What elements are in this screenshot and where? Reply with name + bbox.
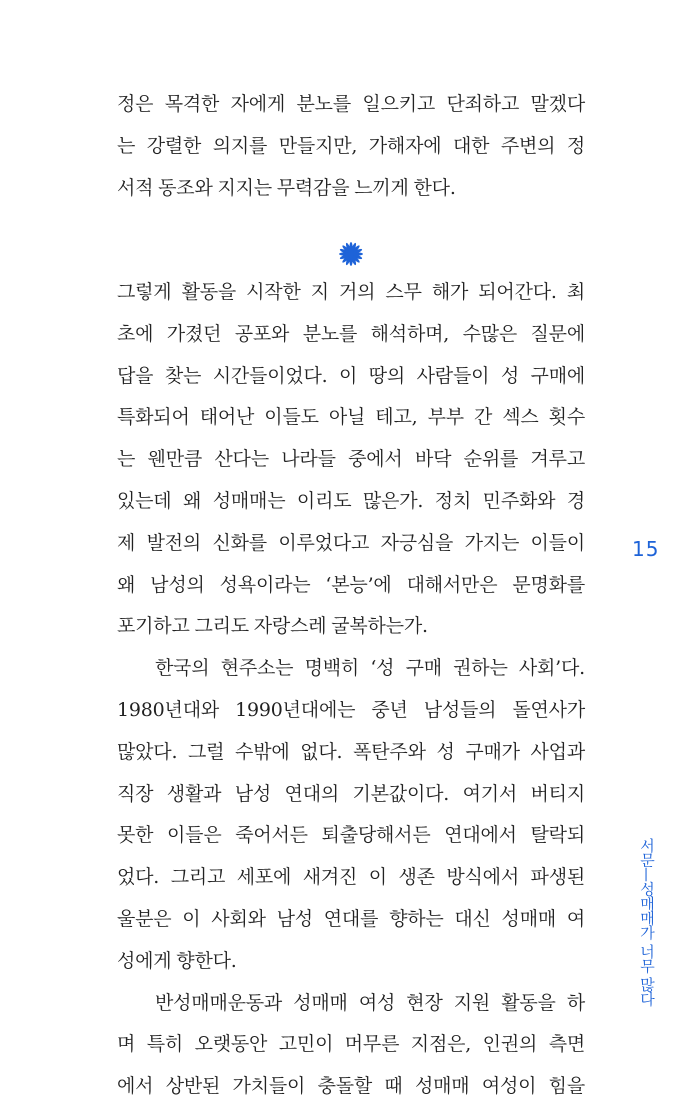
page-number: 15 — [632, 537, 660, 561]
text-line: 한국의 현주소는 명백히 ‘성 구매 권하는 사회’다. — [155, 657, 585, 680]
text-line: 었다. 그리고 세포에 새겨진 이 생존 방식에서 파생된 — [117, 866, 585, 889]
text-line: 왜 남성의 성욕이라는 ‘본능’에 대해서만은 문명화를 — [117, 573, 585, 596]
chrysanthemum-ornament-icon — [339, 242, 363, 266]
paragraph-1 — [117, 84, 585, 209]
text-line: 많았다. 그럴 수밖에 없다. 폭탄주와 성 구매가 사업과 — [117, 740, 585, 763]
text-line: 초에 가졌던 공포와 분노를 해석하며, 수많은 질문에 — [117, 322, 585, 345]
text-line: 제 발전의 신화를 이루었다고 자긍심을 가지는 이들이 — [117, 531, 585, 554]
text-line: 포기하고 그리도 자랑스레 굴복하는가. — [117, 615, 428, 638]
running-header: 서문—성매매가 너무 많다 — [638, 838, 656, 1007]
text-line: 있는데 왜 성매매는 이리도 많은가. 정치 민주화와 경 — [117, 489, 585, 512]
text-line: 는 웬만큼 산다는 나라들 중에서 바닥 순위를 겨루고 — [117, 448, 585, 471]
text-line: 성에게 향한다. — [117, 949, 237, 972]
text-line: 울분은 이 사회와 남성 연대를 향하는 대신 성매매 여 — [117, 907, 585, 930]
text-line: 그렇게 활동을 시작한 지 거의 스무 해가 되어간다. 최 — [117, 281, 585, 303]
text-line: 반성매매운동과 성매매 여성 현장 지원 활동을 하 — [155, 991, 585, 1014]
text-line: 며 특히 오랫동안 고민이 머무른 지점은, 인권의 측면 — [117, 1033, 585, 1056]
text-line: 서적 동조와 지지는 무력감을 느끼게 한다. — [117, 176, 456, 199]
text-line: 못한 이들은 죽어서든 퇴출당해서든 연대에서 탈락되 — [117, 824, 585, 847]
paragraph-2 — [117, 272, 585, 1108]
text-line: 는 강렬한 의지를 만들지만, 가해자에 대한 주변의 정 — [117, 134, 585, 157]
text-line: 에서 상반된 가치들이 충돌할 때 성매매 여성이 힘을 — [117, 1075, 585, 1098]
text-line: 답을 찾는 시간들이었다. 이 땅의 사람들이 성 구매에 — [117, 364, 585, 387]
text-line: 직장 생활과 남성 연대의 기본값이다. 여기서 버티지 — [117, 782, 585, 805]
text-line: 특화되어 태어난 이들도 아닐 테고, 부부 간 섹스 횟수 — [117, 406, 585, 429]
text-line: 정은 목격한 자에게 분노를 일으키고 단죄하고 말겠다 — [117, 93, 585, 115]
text-line: 1980년대와 1990년대에는 중년 남성들의 돌연사가 — [117, 698, 585, 721]
